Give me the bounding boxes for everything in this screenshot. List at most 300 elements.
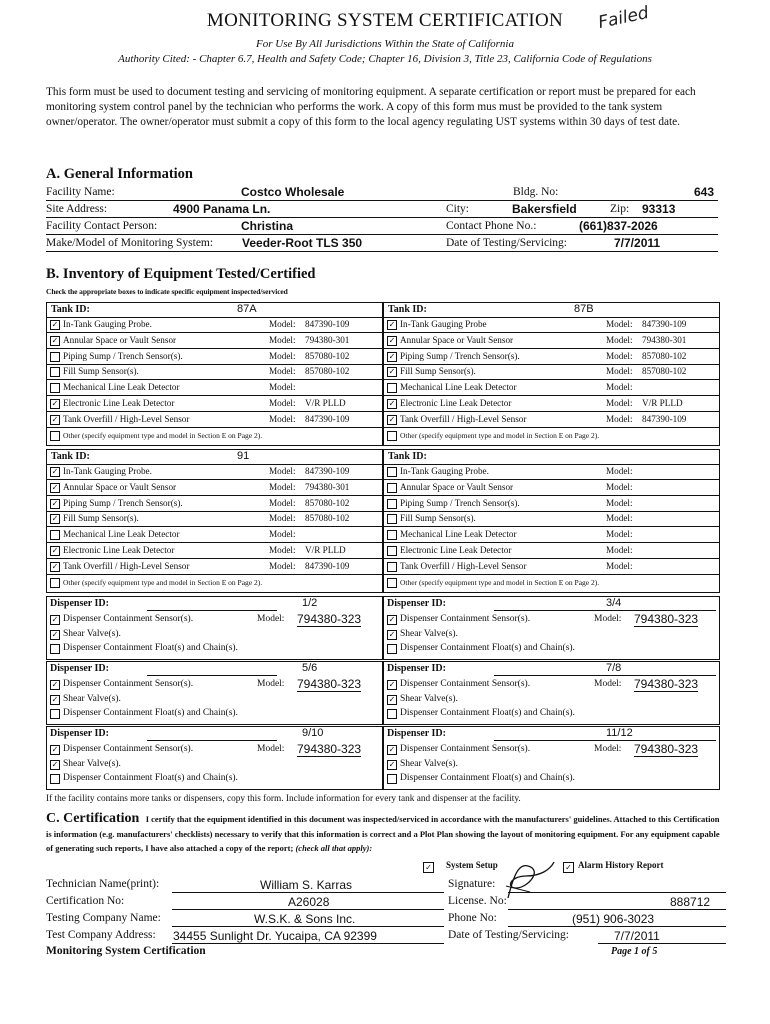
tank-id-label: Tank ID:	[388, 304, 427, 315]
equipment-name: Shear Valve(s).	[400, 629, 458, 639]
equipment-checkbox[interactable]	[50, 367, 60, 377]
equipment-name: Fill Sump Sensor(s).	[63, 513, 139, 524]
equipment-name: Annular Space or Vault Sensor	[400, 481, 514, 492]
equipment-row	[47, 512, 382, 527]
equipment-name: Shear Valve(s).	[63, 629, 121, 639]
equipment-checkbox[interactable]	[387, 709, 397, 719]
certification-statement: I certify that the equipment identified in this document was inspected/serviced in accordance with the manufacturers' guidelines. Attached to this Certification is information (e.g. manufacturers' checklists) necessary to verify that this information is correct and a Plot Plan showing the layout of monitoring equipment. For any equipment capable of generating such reports, I have also attached a copy of the report;	[46, 814, 720, 853]
dispenser-id-label: Dispenser ID:	[387, 663, 446, 674]
equipment-row	[47, 481, 382, 496]
equipment-name: Piping Sump / Trench Sensor(s).	[400, 497, 520, 508]
equipment-checkbox[interactable]	[387, 514, 397, 524]
cert-date-value[interactable]: 7/7/2011	[614, 929, 660, 943]
make-model-label: Make/Model of Monitoring System:	[46, 237, 214, 249]
tank-id-label: Tank ID:	[51, 304, 90, 315]
equipment-checkbox[interactable]: ✓	[388, 695, 396, 704]
dispenser-header	[47, 727, 382, 741]
check-all-note: (check all that apply):	[295, 843, 373, 853]
dispenser-header	[384, 727, 719, 741]
dispenser-id-value[interactable]: 3/4	[606, 597, 622, 609]
equipment-name: Tank Overfill / High-Level Sensor	[63, 560, 190, 571]
equipment-row	[47, 560, 382, 575]
date-testing-value[interactable]: 7/7/2011	[614, 236, 661, 250]
model-label: Model:	[269, 466, 296, 476]
equipment-row	[47, 465, 382, 480]
equipment-checkbox[interactable]: ✓	[388, 367, 396, 377]
equipment-checkbox[interactable]: ✓	[51, 414, 59, 424]
equipment-checkbox[interactable]: ✓	[388, 680, 396, 689]
model-label: Model:	[269, 319, 296, 329]
equipment-checkbox[interactable]	[387, 431, 397, 441]
equipment-row	[47, 365, 382, 380]
equipment-name: Mechanical Line Leak Detector	[400, 382, 517, 393]
model-label: Model:	[269, 497, 296, 508]
company-address-value[interactable]: 34455 Sunlight Dr. Yucaipa, CA 92399	[173, 929, 377, 943]
model-label: Model:	[606, 319, 633, 329]
equipment-checkbox[interactable]	[50, 431, 60, 441]
equipment-checkbox[interactable]	[387, 644, 397, 654]
equipment-checkbox[interactable]: ✓	[51, 482, 59, 492]
equipment-name: Dispenser Containment Float(s) and Chain(s).	[63, 708, 238, 718]
check-note: Check the appropriate boxes to indicate specific equipment inspected/serviced	[46, 287, 288, 296]
dispenser-cell	[383, 661, 720, 725]
company-address-label: Test Company Address:	[46, 929, 156, 941]
equipment-row	[384, 512, 719, 527]
tank-id-label: Tank ID:	[51, 451, 90, 462]
equipment-name: Annular Space or Vault Sensor	[63, 334, 177, 345]
equipment-row	[384, 465, 719, 480]
model-value[interactable]: 794380-301	[642, 334, 687, 345]
dispenser-id-value[interactable]: 7/8	[606, 662, 622, 674]
equipment-checkbox[interactable]	[387, 530, 397, 540]
cert-date-label: Date of Testing/Servicing:	[448, 929, 569, 941]
equipment-row	[384, 381, 719, 396]
equipment-checkbox[interactable]	[50, 774, 60, 784]
equipment-checkbox[interactable]: ✓	[51, 399, 59, 408]
equipment-name: Piping Sump / Trench Sensor(s).	[63, 497, 183, 508]
equipment-name: Electronic Line Leak Detector	[63, 545, 175, 555]
equipment-checkbox[interactable]: ✓	[388, 414, 396, 424]
contact-phone-label: Contact Phone No.:	[446, 220, 537, 232]
model-label: Model:	[257, 679, 285, 689]
intro-paragraph: This form must be used to document testing and servicing of monitoring equipment. A separate certification or report must be prepared for each monitoring system control panel by the technician who performs the work. A copy of this form mus must be provided to the tank system owner/operator. The owner/operator must submit a copy of this form to the local agency regulating UST systems within 30 days of test date.	[46, 86, 696, 128]
equipment-checkbox[interactable]	[387, 383, 397, 393]
equipment-checkbox[interactable]: ✓	[51, 467, 59, 476]
equipment-name: Dispenser Containment Float(s) and Chain(s).	[400, 643, 575, 653]
equipment-name: Mechanical Line Leak Detector	[63, 382, 180, 393]
dispenser-id-label: Dispenser ID:	[50, 728, 109, 739]
dispenser-id-label: Dispenser ID:	[50, 663, 109, 674]
section-b-heading: B. Inventory of Equipment Tested/Certified	[46, 266, 316, 282]
equipment-name: Annular Space or Vault Sensor	[400, 334, 514, 345]
underline	[172, 943, 444, 944]
dispenser-equipment-row	[384, 758, 719, 772]
equipment-name: Fill Sump Sensor(s).	[400, 366, 476, 377]
dispenser-header	[384, 662, 719, 676]
equipment-checkbox[interactable]: ✓	[51, 630, 59, 639]
equipment-checkbox[interactable]	[50, 644, 60, 654]
facility-name-label: Facility Name:	[46, 186, 115, 198]
equipment-name: In-Tank Gauging Probe.	[400, 466, 489, 476]
equipment-name: Dispenser Containment Float(s) and Chain(s).	[400, 708, 575, 718]
equipment-name: Other (specify equipment type and model in Section E on Page 2).	[63, 430, 263, 440]
model-label: Model:	[269, 366, 296, 377]
dispenser-header	[384, 597, 719, 611]
dispenser-header	[47, 597, 382, 611]
site-address-label: Site Address:	[46, 203, 108, 215]
signature-label: Signature:	[448, 878, 496, 890]
equipment-row	[47, 544, 382, 559]
site-address-value[interactable]: 4900 Panama Ln.	[173, 202, 271, 216]
model-value[interactable]: 857080-102	[642, 350, 687, 361]
equipment-name: In-Tank Gauging Probe.	[63, 319, 152, 329]
section-a-heading: A. General Information	[46, 166, 193, 182]
dispenser-equipment-row	[384, 678, 719, 692]
model-value[interactable]: 847390-109	[642, 413, 687, 424]
handwritten-failed-note: Failed	[596, 2, 651, 34]
company-row	[46, 912, 726, 927]
equipment-checkbox[interactable]: ✓	[51, 745, 59, 754]
dispenser-id-value[interactable]: 11/12	[606, 727, 633, 739]
form-subtitle: For Use By All Jurisdictions Within the State of California	[256, 38, 514, 50]
dispenser-cell	[46, 661, 383, 725]
model-label: Model:	[594, 679, 622, 689]
equipment-row	[384, 544, 719, 559]
model-label: Model:	[269, 560, 296, 571]
tank-header	[384, 303, 719, 318]
equipment-checkbox[interactable]: ✓	[51, 546, 59, 555]
equipment-name: Shear Valve(s).	[63, 759, 121, 769]
dispenser-equipment-row	[47, 678, 382, 692]
model-label: Model:	[606, 481, 633, 492]
equipment-name: Dispenser Containment Sensor(s).	[400, 614, 531, 624]
equipment-checkbox[interactable]: ✓	[51, 514, 59, 524]
facility-name-row	[46, 185, 718, 201]
equipment-name: In-Tank Gauging Probe.	[63, 466, 152, 476]
model-value[interactable]: V/R PLLD	[642, 398, 683, 408]
tank-id-value[interactable]: 87A	[237, 303, 257, 315]
model-label: Model:	[606, 382, 633, 393]
equipment-row	[47, 413, 382, 428]
dispenser-id-value[interactable]: 1/2	[302, 597, 318, 609]
model-value[interactable]: V/R PLLD	[305, 398, 346, 408]
equipment-checkbox[interactable]: ✓	[51, 335, 59, 345]
model-value[interactable]: 794380-323	[634, 612, 699, 626]
dispenser-equipment-row	[384, 628, 719, 642]
alarm-history-checkbox[interactable]: ✓	[563, 862, 574, 873]
equipment-checkbox[interactable]	[50, 530, 60, 540]
date-testing-label: Date of Testing/Servicing:	[446, 237, 567, 249]
underline	[494, 740, 716, 741]
model-value[interactable]: 794380-301	[305, 481, 350, 492]
model-value[interactable]: 847390-109	[305, 319, 350, 329]
copy-form-footnote: If the facility contains more tanks or dispensers, copy this form. Include information for every tank and dispenser at the facility.	[46, 794, 521, 804]
dispenser-id-label: Dispenser ID:	[387, 598, 446, 609]
license-label: License. No:	[448, 895, 507, 907]
equipment-checkbox[interactable]	[387, 774, 397, 784]
model-value[interactable]: 847390-109	[305, 466, 350, 476]
underline	[172, 926, 444, 927]
equipment-checkbox[interactable]	[387, 562, 397, 572]
underline	[494, 675, 716, 676]
model-label: Model:	[606, 497, 633, 508]
model-label: Model:	[269, 513, 296, 524]
equipment-checkbox[interactable]	[50, 383, 60, 393]
model-label: Model:	[606, 466, 633, 476]
equipment-name: Dispenser Containment Float(s) and Chain(s).	[63, 773, 238, 783]
tank-cell	[46, 449, 383, 593]
equipment-name: Annular Space or Vault Sensor	[63, 481, 177, 492]
technician-name-value[interactable]: William S. Karras	[260, 878, 353, 892]
model-value[interactable]: V/R PLLD	[305, 545, 346, 555]
equipment-checkbox[interactable]	[387, 483, 397, 493]
company-address-row	[46, 929, 726, 944]
equipment-name: Dispenser Containment Sensor(s).	[400, 744, 531, 754]
model-value[interactable]: 847390-109	[305, 413, 350, 424]
system-setup-checkbox[interactable]: ✓	[423, 862, 434, 873]
model-label: Model:	[269, 382, 296, 393]
model-label: Model:	[606, 366, 633, 377]
tank-header	[384, 450, 719, 465]
model-label: Model:	[606, 398, 633, 408]
tank-cell	[383, 302, 720, 446]
dispenser-equipment-row	[384, 613, 719, 627]
model-label: Model:	[269, 350, 296, 361]
equipment-name: Piping Sump / Trench Sensor(s).	[63, 350, 183, 361]
dispenser-equipment-row	[384, 743, 719, 757]
equipment-checkbox[interactable]: ✓	[388, 745, 396, 754]
tank-header	[47, 450, 382, 465]
equipment-name: Tank Overfill / High-Level Sensor	[400, 413, 527, 424]
model-value[interactable]: 794380-323	[297, 742, 362, 756]
equipment-row	[47, 350, 382, 365]
underline	[147, 740, 277, 741]
equipment-row	[47, 576, 382, 590]
section-c-heading: C. Certification	[46, 811, 140, 826]
equipment-row	[47, 497, 382, 512]
equipment-checkbox[interactable]: ✓	[51, 498, 59, 508]
equipment-name: Dispenser Containment Sensor(s).	[63, 744, 194, 754]
equipment-checkbox[interactable]	[387, 467, 397, 477]
equipment-row	[47, 429, 382, 443]
tank-header	[47, 303, 382, 318]
equipment-checkbox[interactable]	[50, 352, 60, 362]
equipment-row	[47, 334, 382, 349]
model-label: Model:	[606, 545, 633, 555]
equipment-checkbox[interactable]: ✓	[388, 615, 396, 624]
company-phone-label: Phone No:	[448, 912, 497, 924]
signature-scribble	[488, 858, 558, 904]
make-model-value[interactable]: Veeder-Root TLS 350	[242, 236, 363, 250]
license-value[interactable]: 888712	[670, 895, 711, 909]
dispenser-equipment-row	[384, 693, 719, 707]
equipment-checkbox[interactable]	[50, 578, 60, 588]
model-value[interactable]: 847390-109	[305, 560, 350, 571]
equipment-checkbox[interactable]: ✓	[51, 680, 59, 689]
model-label: Model:	[269, 529, 296, 540]
model-label: Model:	[606, 560, 633, 571]
equipment-checkbox[interactable]: ✓	[388, 630, 396, 639]
equipment-name: Mechanical Line Leak Detector	[63, 529, 180, 540]
dispenser-equipment-row	[47, 743, 382, 757]
equipment-name: Dispenser Containment Sensor(s).	[63, 614, 194, 624]
dispenser-equipment-row	[47, 613, 382, 627]
certification-text	[46, 812, 726, 856]
equipment-name: Shear Valve(s).	[63, 694, 121, 704]
equipment-checkbox[interactable]: ✓	[51, 561, 59, 571]
underline	[508, 909, 726, 910]
equipment-name: Fill Sump Sensor(s).	[63, 366, 139, 377]
dispenser-equipment-row	[47, 758, 382, 772]
model-label: Model:	[606, 413, 633, 424]
equipment-checkbox[interactable]: ✓	[388, 351, 396, 361]
equipment-checkbox[interactable]	[50, 709, 60, 719]
model-value[interactable]: 847390-109	[642, 319, 687, 329]
equipment-row	[384, 413, 719, 428]
dispenser-cell	[46, 596, 383, 660]
equipment-row	[384, 560, 719, 575]
equipment-checkbox[interactable]: ✓	[388, 760, 396, 769]
dispenser-equipment-row	[47, 693, 382, 707]
equipment-row	[47, 528, 382, 543]
model-value[interactable]: 857080-102	[305, 350, 350, 361]
equipment-row	[47, 397, 382, 412]
technician-row	[46, 878, 726, 893]
company-label: Testing Company Name:	[46, 912, 161, 924]
model-label: Model:	[594, 744, 622, 754]
dispenser-equipment-row	[384, 707, 719, 721]
model-label: Model:	[594, 614, 622, 624]
dispenser-cell	[383, 726, 720, 790]
dispenser-equipment-row	[384, 642, 719, 656]
underline	[172, 892, 444, 893]
dispenser-id-value[interactable]: 9/10	[302, 727, 324, 739]
model-value[interactable]: 794380-301	[305, 334, 350, 345]
underline	[46, 200, 718, 201]
underline	[46, 217, 718, 218]
dispenser-cell	[383, 596, 720, 660]
equipment-name: Tank Overfill / High-Level Sensor	[63, 413, 190, 424]
equipment-row	[384, 350, 719, 365]
contact-label: Facility Contact Person:	[46, 220, 158, 232]
equipment-row	[384, 528, 719, 543]
cert-no-row	[46, 895, 726, 910]
model-label: Model:	[269, 398, 296, 408]
authority-cited: Authority Cited: - Chapter 6.7, Health and Safety Code; Chapter 16, Division 3, Title 23, California Code of Regulations	[118, 53, 652, 65]
dispenser-id-label: Dispenser ID:	[50, 598, 109, 609]
model-label: Model:	[606, 334, 633, 345]
underline	[508, 926, 726, 927]
dispenser-equipment-row	[47, 642, 382, 656]
footer-page-number: Page 1 of 5	[611, 946, 658, 957]
model-value[interactable]: 794380-323	[634, 742, 699, 756]
equipment-name: Shear Valve(s).	[400, 759, 458, 769]
zip-value[interactable]: 93313	[642, 202, 676, 216]
model-value[interactable]: 857080-102	[642, 366, 687, 377]
underline	[147, 675, 277, 676]
dispenser-id-value[interactable]: 5/6	[302, 662, 318, 674]
equipment-name: Dispenser Containment Float(s) and Chain(s).	[400, 773, 575, 783]
equipment-name: Electronic Line Leak Detector	[63, 398, 175, 408]
equipment-checkbox[interactable]: ✓	[388, 399, 396, 408]
equipment-checkbox[interactable]: ✓	[51, 615, 59, 624]
model-value[interactable]: 857080-102	[305, 513, 350, 524]
model-label: Model:	[269, 545, 296, 555]
tank-id-value[interactable]: 87B	[574, 303, 594, 315]
equipment-name: Dispenser Containment Sensor(s).	[63, 679, 194, 689]
model-value[interactable]: 857080-102	[305, 497, 350, 508]
company-phone-value[interactable]: (951) 906-3023	[572, 912, 655, 926]
tank-id-label: Tank ID:	[388, 451, 427, 462]
bldg-value[interactable]: 643	[694, 185, 715, 199]
equipment-checkbox[interactable]: ✓	[51, 695, 59, 704]
model-value[interactable]: 794380-323	[297, 677, 362, 691]
equipment-name: Other (specify equipment type and model in Section E on Page 2).	[400, 577, 600, 587]
equipment-row	[47, 318, 382, 333]
equipment-row	[384, 429, 719, 443]
site-address-row	[46, 202, 718, 218]
alarm-history-label: Alarm History Report	[578, 860, 664, 870]
model-label: Model:	[257, 614, 285, 624]
underline	[494, 610, 716, 611]
technician-name-label: Technician Name(print):	[46, 878, 160, 890]
equipment-checkbox[interactable]: ✓	[51, 760, 59, 769]
model-value[interactable]: 794380-323	[297, 612, 362, 626]
equipment-checkbox[interactable]	[387, 499, 397, 509]
company-value[interactable]: W.S.K. & Sons Inc.	[254, 912, 356, 926]
model-label: Model:	[606, 513, 633, 524]
equipment-checkbox[interactable]: ✓	[51, 320, 59, 329]
model-value[interactable]: 857080-102	[305, 366, 350, 377]
equipment-name: Electronic Line Leak Detector	[400, 398, 512, 408]
equipment-name: Tank Overfill / High-Level Sensor	[400, 560, 527, 571]
equipment-name: In-Tank Gauging Probe	[400, 319, 487, 329]
tank-id-value[interactable]: 91	[237, 450, 250, 462]
tank-cell	[46, 302, 383, 446]
equipment-name: Fill Sump Sensor(s).	[400, 513, 476, 524]
equipment-row	[384, 365, 719, 380]
equipment-row	[384, 481, 719, 496]
equipment-checkbox[interactable]	[387, 546, 397, 556]
dispenser-cell	[46, 726, 383, 790]
underline	[172, 909, 444, 910]
contact-phone-value[interactable]: (661)837-2026	[579, 219, 658, 233]
equipment-row	[384, 397, 719, 412]
equipment-row	[384, 334, 719, 349]
city-value[interactable]: Bakersfield	[512, 202, 577, 216]
form-title: MONITORING SYSTEM CERTIFICATION	[206, 10, 564, 31]
system-setup-label: System Setup	[446, 860, 498, 870]
equipment-checkbox[interactable]: ✓	[388, 320, 396, 329]
equipment-checkbox[interactable]: ✓	[388, 335, 396, 345]
equipment-row	[384, 576, 719, 590]
equipment-name: Other (specify equipment type and model in Section E on Page 2).	[63, 577, 263, 587]
model-value[interactable]: 794380-323	[634, 677, 699, 691]
underline	[598, 943, 726, 944]
city-label: City:	[446, 203, 470, 215]
equipment-row	[384, 318, 719, 333]
facility-name-value[interactable]: Costco Wholesale	[241, 185, 345, 199]
bldg-label: Bldg. No:	[513, 186, 559, 198]
zip-label: Zip:	[610, 203, 630, 215]
cert-no-value[interactable]: A26028	[288, 895, 330, 909]
cert-no-label: Certification No:	[46, 895, 125, 907]
equipment-name: Dispenser Containment Float(s) and Chain(s).	[63, 643, 238, 653]
footer-form-name: Monitoring System Certification	[46, 945, 206, 957]
contact-value[interactable]: Christina	[241, 219, 294, 233]
equipment-checkbox[interactable]	[387, 578, 397, 588]
underline	[147, 610, 277, 611]
